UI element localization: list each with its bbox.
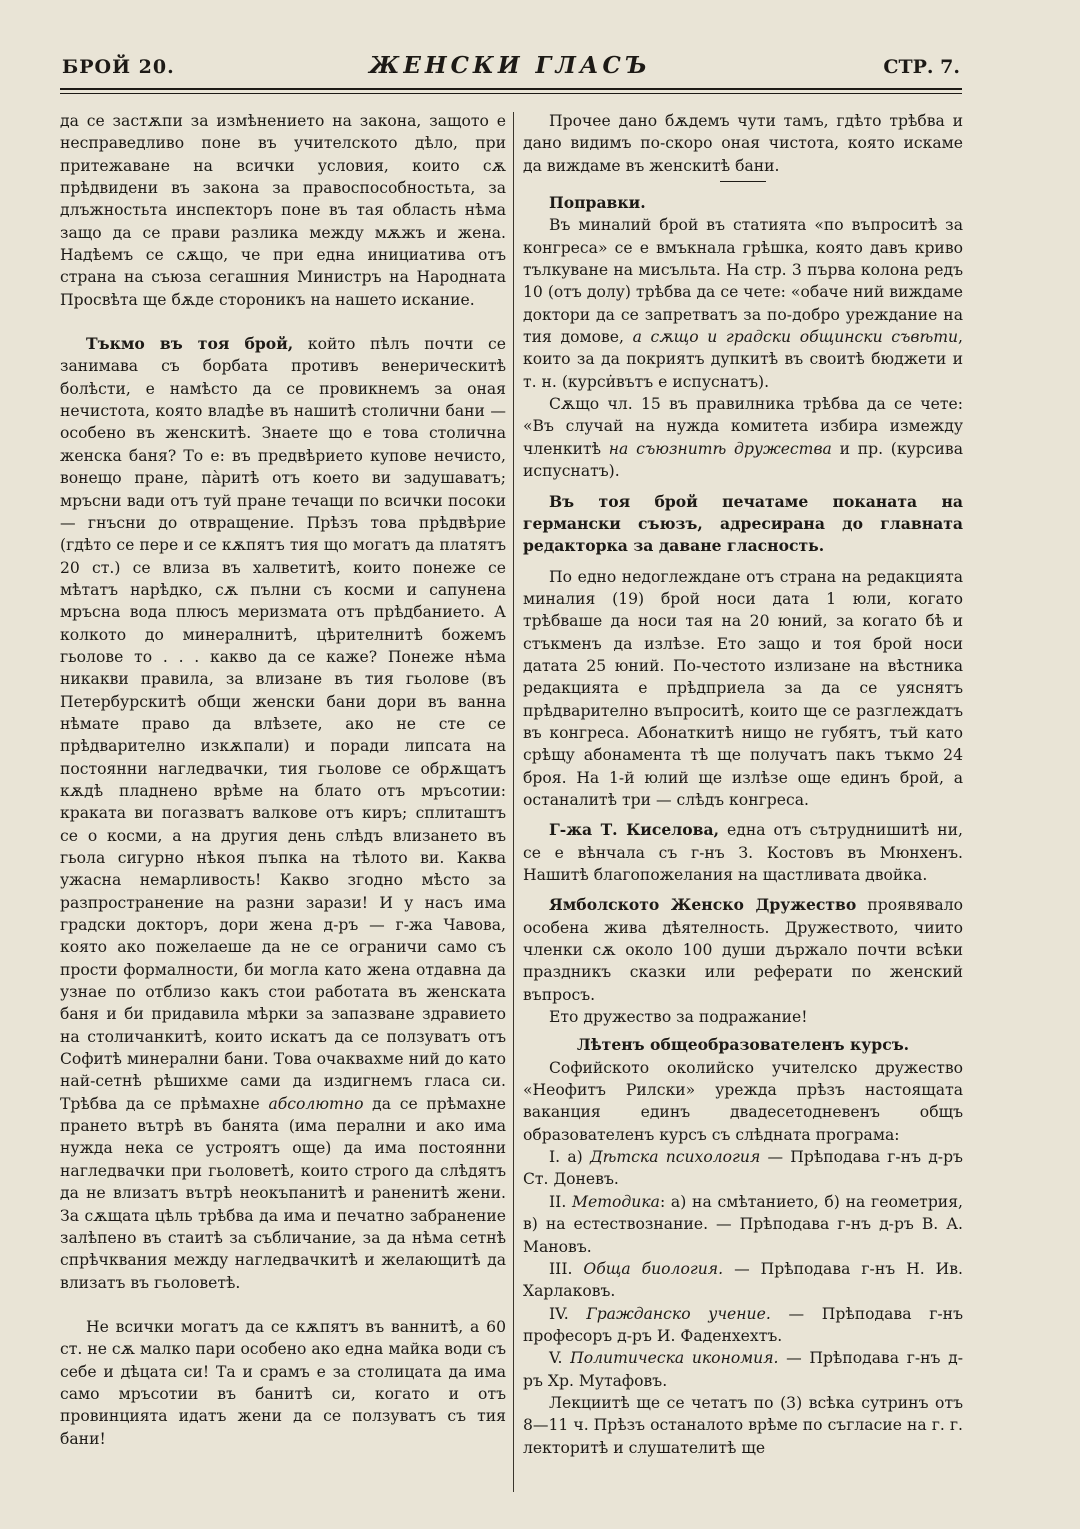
correction-2-italic: на съюзнитѣ дружества — [608, 439, 832, 458]
course-item — [523, 1191, 963, 1258]
correction-1-italic: а сѫщо и градски общински съвѣти — [632, 328, 959, 347]
course-item-number: I. а) — [549, 1148, 583, 1167]
course-item-lecturer: — Прѣподава г-нъ д-ръ Хр. Мутафовъ. — [523, 1349, 963, 1390]
paragraph-baths-lead: Тъкмо въ тоя брой, — [86, 334, 294, 354]
course-item — [523, 1146, 963, 1191]
header-rule-thin — [60, 93, 962, 94]
course-item-number: IV. — [549, 1304, 569, 1323]
right-column — [523, 110, 963, 1459]
course-item-subject: Гражданско учение. — [586, 1304, 771, 1323]
course-item-number: V. — [549, 1349, 563, 1368]
course-item — [523, 1347, 963, 1392]
course-item-subject: Обща биология. — [583, 1259, 724, 1278]
paragraph-cleanliness: Прочее дано бѫдемъ чути тамъ, гдѣто трѣбва и дано видимъ по-скоро оная чистота, която искаме да виждаме въ женскитѣ бани. — [523, 112, 963, 175]
paragraph-bath-cost: Не всички могатъ да се кѫпятъ въ ваннитѣ, а 60 ст. не сѫ малко пари особено ако една майка води съ себе и дѣцата си! Та и срамъ е за столицата да има само мръсотии въ банитѣ си, когато и отъ провинцията идатъ жени да се ползуватъ съ тия бани! — [60, 1317, 506, 1448]
correction-1-end: , които за да покриятъ дупкитѣ въ своитѣ бюджети и т. н. (курси̇вътъ е испуснатъ). — [523, 328, 963, 391]
course-item-lecturer: — Прѣподава г-нъ д-ръ Ст. Доневъ. — [523, 1148, 963, 1189]
correction-1 — [523, 214, 963, 393]
course-item-subject: Методика — [572, 1192, 660, 1211]
paragraph-baths-emphasis: абсолютно — [268, 1094, 364, 1113]
header-rule — [60, 88, 962, 90]
page-number: СТР. 7. — [883, 56, 960, 78]
left-column — [60, 110, 506, 1450]
paragraph-yambol — [523, 894, 963, 1006]
paragraph-law-change: да се застѫпи за измѣнението на закона, защото е несправедливо поне въ учителското дѣло, при притежаване на всички условия, които сѫ прѣдвидени въ закона за правоспособностьта, за длъжностьта инспекторъ поне въ тая область нѣма защо да се прави разлика между мѫжъ и жена. Надѣемъ се сѫщо, че при една инициатива отъ страна на съюза сегашния Министръ на Народната Просвѣта ще бѫде стороникъ на нашето искание. — [60, 112, 506, 309]
paragraph-baths-end: да се прѣмахне прането вътрѣ въ банята (има перални и ако има нужда нека се устроятъ още) да има постоянни нагледвачки при гьоловетѣ, които строго да слѣдятъ да не влизатъ вътрѣ неокъпанитѣ и раненитѣ жени. За сѫщата цѣль трѣбва да има и печатно забранение залѣпено въ стаитѣ за събличание, за да нѣма сетнѣ спрѣчквания между нагледвачкитѣ и желающитѣ да влизатъ въ гьоловетѣ. — [60, 1094, 506, 1292]
paragraph-kiselova — [523, 819, 963, 886]
paragraph-kiselova-body: една отъ сътруднишитѣ ни, се е вѣнчала съ г-нъ З. Костовъ въ Мюнхенъ. Нашитѣ благопожелания на щастливата двойка. — [523, 821, 963, 884]
masthead-title: ЖЕНСКИ ГЛАСЪ — [369, 52, 651, 79]
column-divider — [513, 112, 514, 1492]
paragraph-issue-date: По едно недоглеждане отъ страна на редакцията миналия (19) брой носи дата 1 юли, когато трѣбваше да носи тая на 20 юний, за когато бѣ и стъкменъ да излѣзе. Ето защо и тоя брой носи датата 25 юний. По-честото излизане на вѣстника редакцията е прѣдприела за да се уяснятъ прѣдварително въпроситѣ, които ще се разглеждатъ въ конгреса. Абонаткитѣ нищо не губятъ, тъй като срѣщу абонамента тѣ ще получатъ пакъ тъкмо 24 броя. На 1-й юлий ще излѣзе още единъ брой, а останалитѣ три — слѣдъ конгреса. — [523, 567, 963, 809]
paragraph-invitation: Въ тоя брой печатаме поканата на германски съюзъ, адресирана до главната редакторка за даване гласность. — [523, 491, 963, 556]
paragraph-baths-body: който пѣлъ почти се занимава съ борбата противъ венерическитѣ болѣсти, е намѣсто да се провикнемъ за оная нечистота, която владѣе въ нашитѣ столични бани — особено въ женскитѣ. Знаете що е това столична женска баня? То е: въ предвѣрието купове нечисто, вонещо пране, па̀ритѣ отъ което ви задушаватъ; мръсни вади отъ туй пране течащи по всички посоки — гнъсни до отвращение. Прѣзъ това прѣдвѣрие (гдѣто се пере и се кѫпятъ тия що могатъ да платятъ 20 ст.) се влиза въ халветитѣ, които понеже се мѣтатъ нарѣдко, сѫ пълни съ косми и сапунена мръсна вода плюсъ меризмата отъ прѣдбанието. А колкото до минералнитѣ, цѣрителнитѣ божемъ гьолове то . . . какво да се каже? Понеже нѣма никакви правила, за влизане въ тия гьолове (въ Петербурскитѣ общи женски бани дори въ ванна нѣмате право да влѣзете, ако не сте се прѣдварително изкѫпали) и поради липсата на постоянни нагледвачки, тия гьолове се обрѫщатъ кѫдѣ пладнено врѣме на блато отъ мръсотии: краката ви погазватъ валкове отъ киръ; сплиташтъ се о косми, а на другия день слѣдъ влизането въ гьола сигурно нѣкоя пъпка на тѣлото ви. Каква ужасна немарливость! Какво згодно мѣсто за разпространение на разни зарази! И у насъ има градски докторъ, дори жена д-ръ — г-жа Чавова, която ако пожелаеше да не се ограничи само съ прости формалности, би могла като жена отдавна да узнае по отблизо какъ стои работата въ женската баня и би придавила мѣрки за запазване здравието на столичанкитѣ, които искатъ да се ползуватъ отъ Софитѣ минерални бани. Това очаквахме ний до като най-сетнѣ рѣшихме сами да издигнемъ гласа си. Трѣбва да се прѣмахне — [60, 335, 507, 1113]
correction-2 — [523, 393, 963, 482]
course-program — [523, 1146, 963, 1392]
course-item — [523, 1258, 963, 1303]
course-item-subject: Политическа икономия. — [570, 1349, 779, 1368]
course-item-lecturer: — Прѣподава г-нъ Н. Ив. Харлаковъ. — [523, 1259, 963, 1301]
correction-2-end: и пр. (курсива испуснатъ). — [523, 439, 963, 481]
corrections-heading: Поправки. — [549, 193, 646, 213]
paragraph-yambol-lead: Ямболското Женско Дружество — [549, 895, 857, 915]
section-rule — [720, 181, 766, 182]
course-item — [523, 1303, 963, 1348]
course-intro: Софийското околийско учителско дружество «Неофитъ Рилски» урежда прѣзъ настоящата ваканция единъ двадесетодневенъ общъ образователенъ курсъ съ слѣдната програма: — [523, 1058, 963, 1144]
paragraph-kiselova-lead: Г-жа Т. Киселова, — [549, 820, 720, 840]
course-item-number: III. — [549, 1259, 573, 1278]
correction-1-text: Въ миналий брой въ статията «по въпроситѣ за конгреса» се е вмъкнала грѣшка, която давъ криво тълкуване на мисъльта. На стр. 3 първа колона редъ 10 (отъ долу) трѣбва да се чете: «обаче ний виждаме доктори да се запретватъ за по-добро уреждание на тия домове, — [523, 216, 963, 347]
correction-2-text: Сѫщо чл. 15 въ правилника трѣбва да се чете: «Въ случай на нужда комитета избира измежду членкитѣ — [523, 395, 963, 458]
course-item-lecturer: : а) на смѣтанието, б) на геометрия, в) на естествознание. — Прѣподава г-нъ д-ръ В. А. Мановъ. — [523, 1192, 963, 1256]
course-heading: Лѣтенъ общеобразователенъ курсъ. — [576, 1035, 910, 1055]
course-item-number: II. — [549, 1192, 567, 1211]
course-item-subject: Дѣтска психология — [589, 1148, 761, 1167]
paragraph-yambol-body: проявявало особена жива дѣятелность. Дружеството, чиито членки сѫ около 100 души държало почти всѣки праздникъ сказки или реферати по женский въпросъ. — [523, 896, 963, 1004]
issue-number: БРОЙ 20. — [62, 56, 175, 78]
paragraph-example: Ето дружество за подражание! — [549, 1008, 808, 1027]
paragraph-lectures: Лекциитѣ ще се четатъ по (3) всѣка сутринъ отъ 8—11 ч. Прѣзъ останалото врѣме по съгласие на г. г. лекторитѣ и слушателитѣ ще — [523, 1393, 963, 1457]
paragraph-baths — [60, 333, 506, 1294]
course-item-lecturer: — Прѣподава г-нъ професоръ д-ръ И. Фаденхехтъ. — [523, 1304, 963, 1345]
